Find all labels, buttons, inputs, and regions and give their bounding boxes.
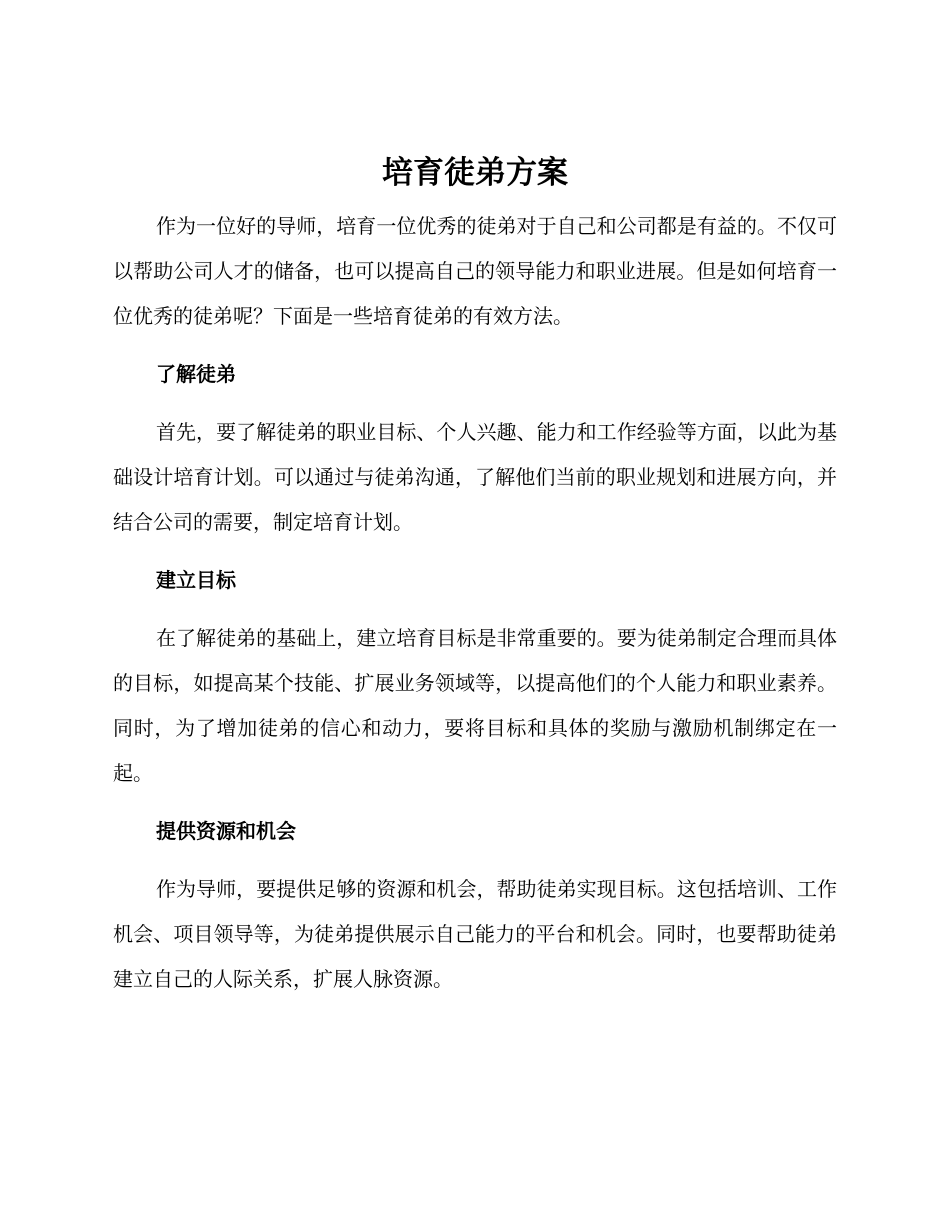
document-page xyxy=(113,148,837,1002)
document-title: 培育徒弟方案 xyxy=(382,155,568,191)
section-paragraph: 在了解徒弟的基础上，建立培育目标是非常重要的。要为徒弟制定合理而具体的目标，如提高某个技能、扩展业务领域等，以提高他们的个人能力和职业素养。同时，为了增加徒弟的信心和动力，要将目标和具体的奖励与激励机制绑定在一起。 xyxy=(113,626,837,785)
section-paragraph: 作为导师，要提供足够的资源和机会，帮助徒弟实现目标。这包括培训、工作机会、项目领导等，为徒弟提供展示自己能力的平台和机会。同时，也要帮助徒弟建立自己的人际关系，扩展人脉资源。 xyxy=(113,877,837,991)
section-heading: 了解徒弟 xyxy=(156,362,236,386)
section-heading: 提供资源和机会 xyxy=(156,819,296,843)
section-resources xyxy=(113,809,837,1002)
intro-paragraph: 作为一位好的导师，培育一位优秀的徒弟对于自己和公司都是有益的。不仅可以帮助公司人才的储备，也可以提高自己的领导能力和职业进展。但是如何培育一位优秀的徒弟呢？下面是一些培育徒弟的有效方法。 xyxy=(113,214,837,328)
section-heading: 建立目标 xyxy=(156,568,236,592)
section-paragraph: 首先，要了解徒弟的职业目标、个人兴趣、能力和工作经验等方面，以此为基础设计培育计划。可以通过与徒弟沟通，了解他们当前的职业规划和进展方向，并结合公司的需要，制定培育计划。 xyxy=(113,420,837,534)
section-understand xyxy=(113,352,837,545)
section-goals xyxy=(113,558,837,796)
